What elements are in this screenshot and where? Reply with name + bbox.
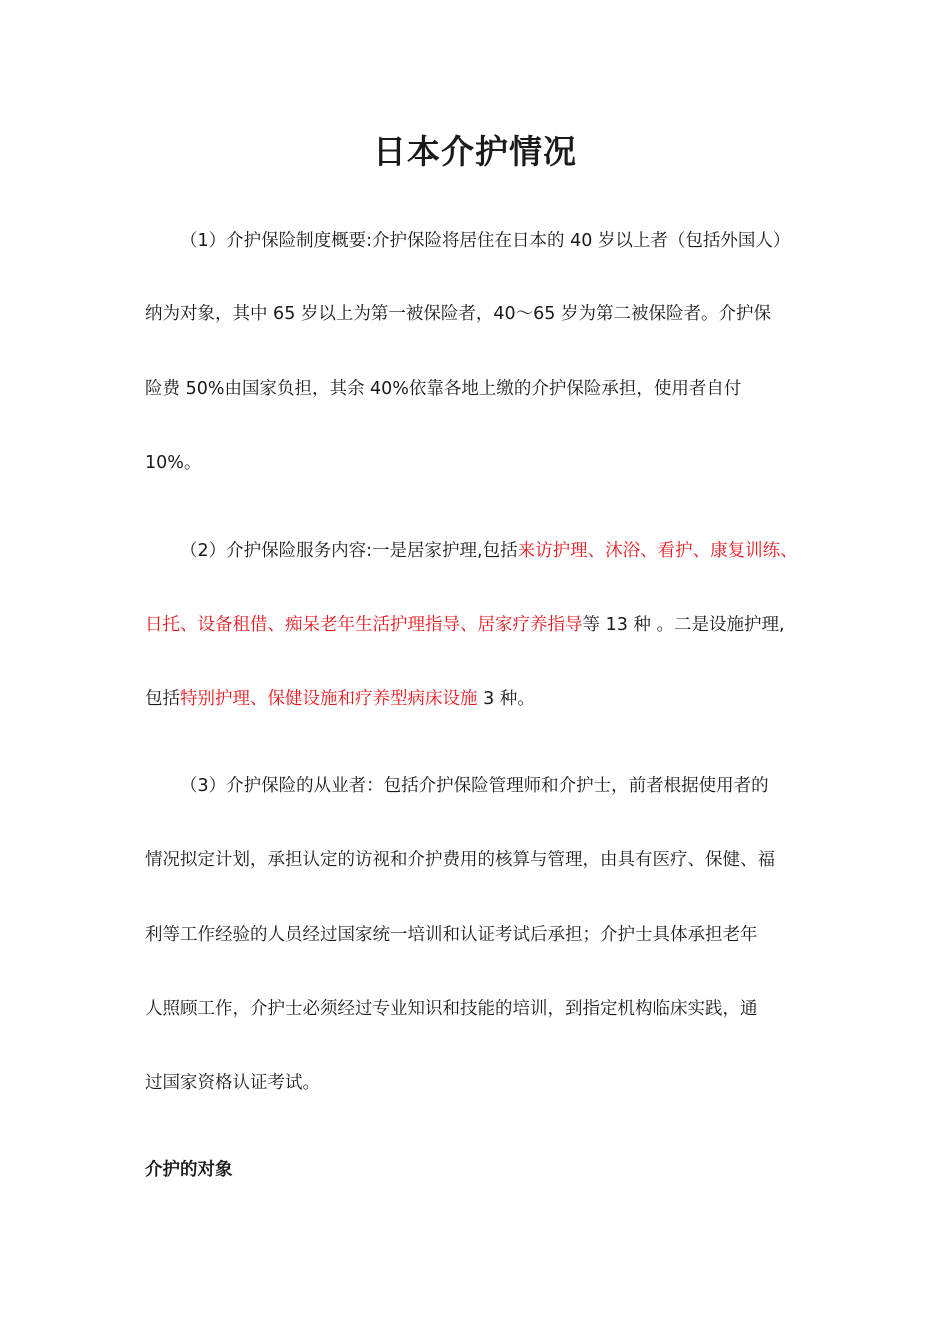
p2-line-2 [145,611,815,639]
p3-line-3: 利等工作经验的人员经过国家统一培训和认证考试后承担；介护士具体承担老年 [145,925,758,945]
p1-line-2: 纳为对象，其中 65 岁以上为第一被保险者，40～65 岁为第二被保险者。介护保 [145,304,771,324]
p2-highlight-facility-services: 特别护理、保健设施和疗养型病床设施 [180,689,478,709]
p1-line-3: 险费 50%由国家负担，其余 40%依靠各地上缴的介护保险承担，使用者自付 [145,379,742,399]
page-title: 日本介护情况 [373,132,577,171]
section-heading: 介护的对象 [145,1160,233,1180]
p2-line-1-text: （2）介护保险服务内容:一是居家护理,包括 [180,541,518,561]
p3-line-1: （3）介护保险的从业者：包括介护保险管理师和介护士，前者根据使用者的 [180,776,769,796]
p1-line-4: 10%。 [145,453,202,473]
p3-line-5: 过国家资格认证考试。 [145,1073,320,1093]
p2-line-1 [180,537,815,565]
p3-line-2: 情况拟定计划，承担认定的访视和介护费用的核算与管理，由具有医疗、保健、福 [145,850,775,870]
p2-line-3-prefix: 包括 [145,689,180,709]
p2-line-3 [145,685,815,713]
p3-line-4: 人照顾工作，介护士必须经过专业知识和技能的培训，到指定机构临床实践，通 [145,999,758,1019]
p2-line-3-suffix: 3 种。 [477,689,535,709]
p2-line-2-text: 等 13 种 。二是设施护理, [582,615,785,635]
p1-line-1: （1）介护保险制度概要:介护保险将居住在日本的 40 岁以上者（包括外国人） [180,231,791,251]
p2-highlight-home-services: 来访护理、沐浴、看护、康复训练、 [517,541,798,561]
p2-highlight-home-services-cont: 日托、设备租借、痴呆老年生活护理指导、居家疗养指导 [145,615,583,635]
